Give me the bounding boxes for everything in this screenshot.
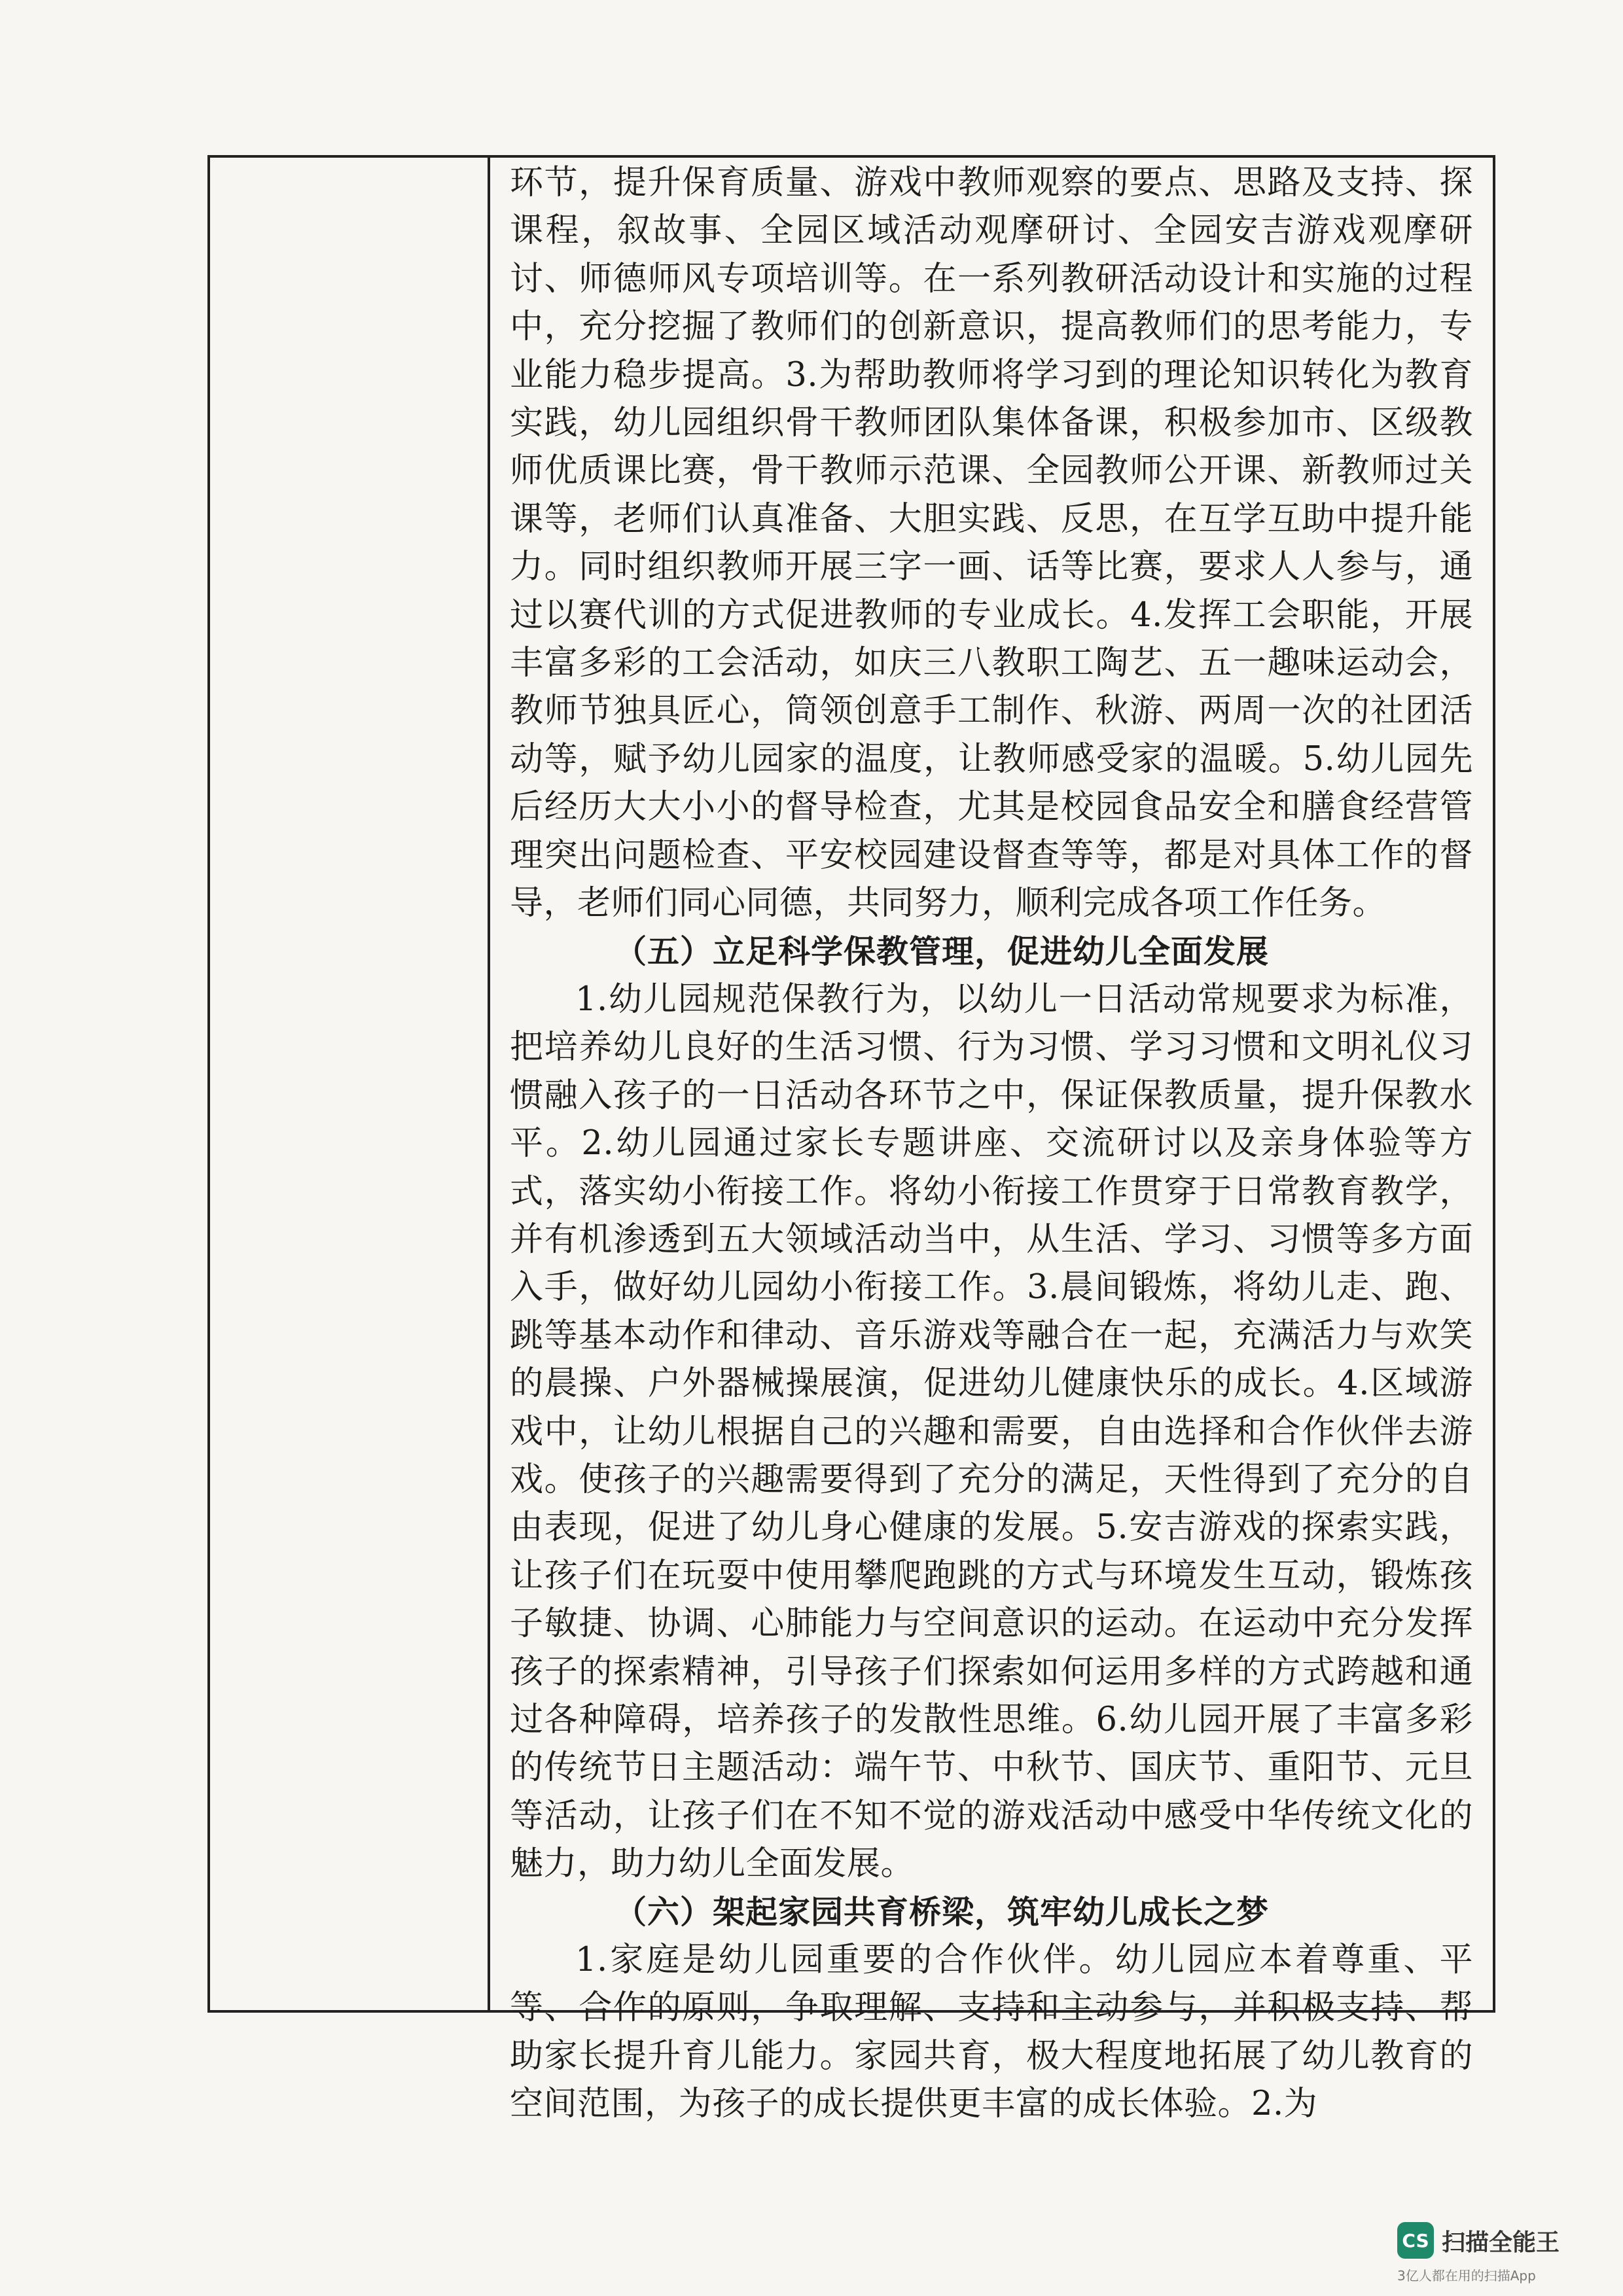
paragraph-teacher-training: 环节，提升保育质量、游戏中教师观察的要点、思路及支持、探课程，叙故事、全园区域活动观摩研讨、全园安吉游戏观摩研讨、师德师风专项培训等。在一系列教研活动设计和实施的过程中，充分挖掘了教师们的创新意识，提高教师们的思考能力，专业能力稳步提高。3.为帮助教师将学习到的理论知识转化为教育实践，幼儿园组织骨干教师团队集体备课，积极参加市、区级教师优质课比赛，骨干教师示范课、全园教师公开课、新教师过关课等，老师们认真准备、大胆实践、反思，在互学互助中提升能力。同时组织教师开展三字一画、话等比赛，要求人人参与，通过以赛代训的方式促进教师的专业成长。4.发挥工会职能，开展丰富多彩的工会活动，如庆三八教职工陶艺、五一趣味运动会，教师节独具匠心，筒领创意手工制作、秋游、两周一次的社团活动等，赋予幼儿园家的温度，让教师感受家的温暖。5.幼儿园先后经历大大小小的督导检查，尤其是校园食品安全和膳食经营管理突出问题检查、平安校园建设督查等等，都是对具体工作的督导，老师们同心同德，共同努力，顺利完成各项工作任务。 xyxy=(510,164,1473,923)
table-left-column xyxy=(210,158,490,2010)
document-table xyxy=(207,155,1495,2124)
watermark-app-name: 扫描全能王 xyxy=(1442,2229,1560,2256)
section-heading-5: （五）立足科学保教管理，促进幼儿全面发展 xyxy=(615,932,1270,970)
watermark-tagline: 3亿人都在用的扫描App xyxy=(1397,2268,1536,2284)
section-heading-6: （六）架起家园共育桥梁，筑牢幼儿成长之梦 xyxy=(615,1892,1270,1931)
paragraph-care-education: 1.幼儿园规范保教行为，以幼儿一日活动常规要求为标准，把培养幼儿良好的生活习惯、行为习惯、学习习惯和文明礼仪习惯融入孩子的一日活动各环节之中，保证保教质量，提升保教水平。2.幼儿园通过家长专题讲座、交流研讨以及亲身体验等方式，落实幼小衔接工作。将幼小衔接工作贯穿于日常教育教学，并有机渗透到五大领域活动当中，从生活、学习、习惯等多方面入手，做好幼儿园幼小衔接工作。3.晨间锻炼，将幼儿走、跑、跳等基本动作和律动、音乐游戏等融合在一起，充满活力与欢笑的晨操、户外器械操展演，促进幼儿健康快乐的成长。4.区域游戏中，让幼儿根据自己的兴趣和需要，自由选择和合作伙伴去游戏。使孩子的兴趣需要得到了充分的满足，天性得到了充分的自由表现，促进了幼儿身心健康的发展。5.安吉游戏的探索实践，让孩子们在玩耍中使用攀爬跑跳的方式与环境发生互动，锻炼孩子敏捷、协调、心肺能力与空间意识的运动。在运动中充分发挥孩子的探索精神，引导孩子们探索如何运用多样的方式跨越和通过各种障碍，培养孩子的发散性思维。6.幼儿园开展了丰富多彩的传统节日主题活动：端午节、中秋节、国庆节、重阳节、元旦等活动，让孩子们在不知不觉的游戏活动中感受中华传统文化的魅力，助力幼儿全面发展。 xyxy=(510,980,1473,1884)
table-content-column xyxy=(490,158,1493,2124)
scanner-watermark xyxy=(1397,2222,1560,2259)
paragraph-home-school: 1.家庭是幼儿园重要的合作伙伴。幼儿园应本着尊重、平等、合作的原则，争取理解、支持和主动参与，并积极支持、帮助家长提升育儿能力。家园共育，极大程度地拓展了幼儿教育的空间范围，为孩子的成长提供更丰富的成长体验。2.为 xyxy=(510,1941,1473,2124)
camscanner-logo-icon: CS xyxy=(1397,2222,1434,2259)
